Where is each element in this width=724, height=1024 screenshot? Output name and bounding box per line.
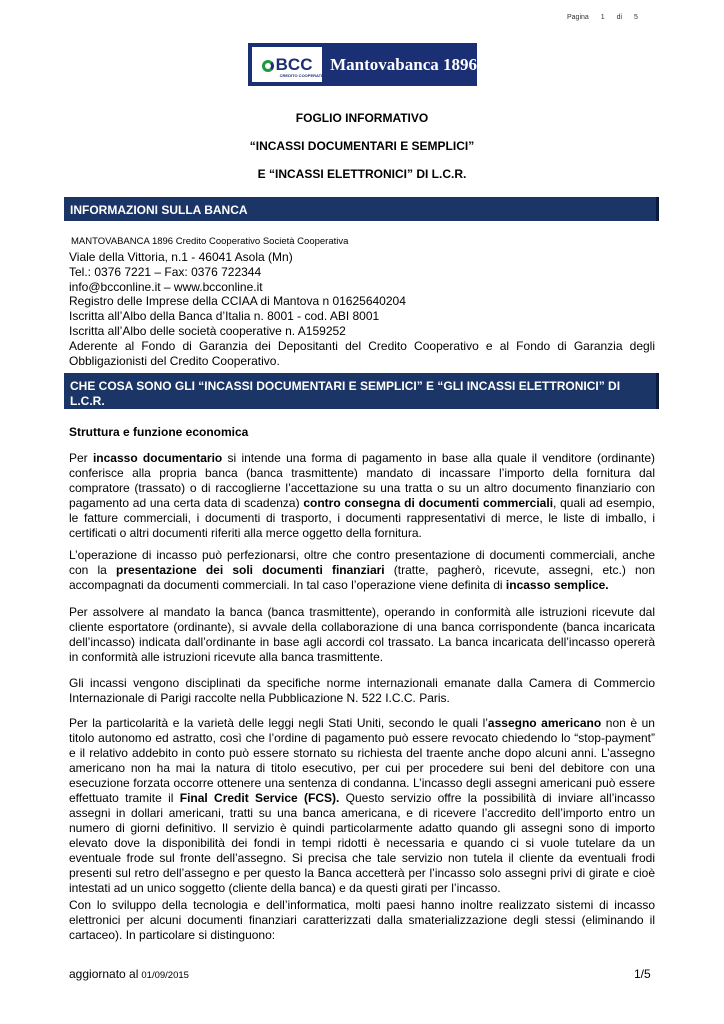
bcc-logo-text: BCC — [275, 55, 313, 74]
section-heading-what-are: CHE COSA SONO GLI “INCASSI DOCUMENTARI E SEMPLICI” E “GLI INCASSI ELETTRONICI” DI L.C.R. — [64, 373, 659, 409]
paragraph-simple-collection: L’operazione di incasso può perfezionarsi, oltre che contro presentazione di documenti commerciali, anche con la presentazione dei soli documenti finanziari (tratte, pagherò, ricevute, assegni, etc.) non accompagnati da documenti commerciali. In tal caso l’operazione viene definita di incasso semplice. — [69, 548, 655, 592]
bank-guarantee-fund: Aderente al Fondo di Garanzia dei Depositanti del Credito Cooperativo e al Fondo di Garanzia degli Obbligazionisti del Credito Cooperativo. — [69, 338, 655, 368]
doc-title-line2: “INCASSI DOCUMENTARI E SEMPLICI” — [249, 139, 475, 153]
bank-address-block — [69, 250, 655, 368]
subheading-structure: Struttura e funzione economica — [69, 425, 249, 439]
bcc-logo-subtext: CREDITO COOPERATIVO — [279, 73, 328, 78]
bank-logo — [248, 43, 477, 86]
page-of: di — [616, 14, 623, 21]
bank-phone: Tel.: 0376 7221 – Fax: 0376 722344 — [69, 264, 262, 279]
bank-albo: Iscritta all’Albo della Banca d’Italia n. 8001 - cod. ABI 8001 — [69, 309, 380, 324]
paragraph-american-cheque: Per la particolarità e la varietà delle leggi negli Stati Uniti, secondo le quali l’assegno americano non è un titolo autonomo ed astratto, così che l’ordine di pagamento può essere revocato chiedendo lo “stop-payment” e il relativo addebito in conto può essere stornato su richiesta del traente anche dopo alcuni anni. L’assegno americano non ha mai la natura di titolo esecutivo, per cui per procedere sui beni del debitore con una esecuzione forzata occorre ottenere una sentenza di condanna. L’incasso degli assegni americani può essere effettuato tramite il Final Credit Service (FCS). Questo servizio offre la possibilità di inviare all’incasso assegni in dollari americani, tratti su una banca americana, e di ricevere l’accredito dell’importo entro un numero di giorni definitivo. Il servizio è quindi particolarmente adatto quando gli assegni sono di importo elevato dove la disponibilità dei fondi in tempi ridotti è necessaria e quando ci si vuole tutelare da un eventuale frode sul fronte dell’assegno. Si precisa che tale servizio non tutela il cliente da eventuali frodi presenti sul retro dell’assegno e per questo la Banca accetterà per l’incasso solo assegni privi di girate e cioè intestati ad un unico soggetto (cliente della banca) e da questi girati per l’incasso. — [69, 716, 655, 895]
bank-cooperative-albo: Iscritta all’Albo delle società cooperative n. A159252 — [69, 323, 346, 338]
doc-title-line1: FOGLIO INFORMATIVO — [295, 111, 429, 125]
bcc-logo-mark — [252, 47, 328, 82]
section-heading-bank-info: INFORMAZIONI SULLA BANCA — [64, 197, 659, 221]
bank-name-line: MANTOVABANCA 1896 Credito Cooperativo Società Cooperativa — [71, 236, 349, 247]
bank-address: Viale della Vittoria, n.1 - 46041 Asola (Mn) — [69, 250, 293, 264]
paragraph-icc-rules: Gli incassi vengono disciplinati da specifiche norme internazionali emanate dalla Camera di Commercio Internazionale di Parigi raccolte nella Pubblicazione N. 522 I.C.C. Paris. — [69, 676, 655, 705]
footer-page-number: 1/5 — [634, 967, 651, 981]
page-label: Pagina — [567, 14, 589, 21]
page-current: 1 — [600, 14, 605, 21]
paragraph-mandate: Per assolvere al mandato la banca (banca trasmittente), operando in conformità alle istruzioni ricevute dal cliente esportatore (ordinante), si avvale della collaborazione di una banca corrispondente (banca incaricata dell’incasso) indicata dall’ordinante in base agli accordi col trassato. La banca incaricata dell’incasso opererà in conformità alle istruzioni ricevute alla banca trasmittente. — [69, 605, 655, 664]
bcc-logo-icon — [262, 60, 274, 72]
page-indicator — [567, 14, 648, 21]
footer-updated: aggiornato al 01/09/2015 — [69, 967, 189, 981]
paragraph-documentary-collection: Per incasso documentario si intende una forma di pagamento in base alla quale il venditore (ordinante) conferisce alla propria banca (banca trasmittente) mandato di incassare l’importo della fornitura dal compratore (trassato) o di raccoglierne l’accettazione su una tratta o su un altro documento finanziario con pagamento ad una certa data di scadenza) contro consegna di documenti commerciali, quali ad esempio, le fatture commerciali, i documenti di trasporto, i documenti rappresentativi di merce, le liste di imballo, i certificati o altri documenti riferiti alla merce oggetto della fornitura. — [69, 451, 656, 540]
bank-logo-name: Mantovabanca 1896 — [330, 54, 477, 74]
page-total: 5 — [634, 14, 638, 21]
bank-contacts: info@bcconline.it – www.bcconline.it — [69, 279, 263, 294]
paragraph-electronic-collection: Con lo sviluppo della tecnologia e dell’informatica, molti paesi hanno inoltre realizzato sistemi di incasso elettronici per alcuni documenti finanziari caratterizzati dalla smaterializzazione degli stessi (eliminando il cartaceo). In particolare si distinguono: — [69, 898, 655, 942]
bank-registry: Registro delle Imprese della CCIAA di Mantova n 01625640204 — [69, 294, 406, 309]
doc-title-line3: E “INCASSI ELETTRONICI” DI L.C.R. — [257, 167, 467, 181]
